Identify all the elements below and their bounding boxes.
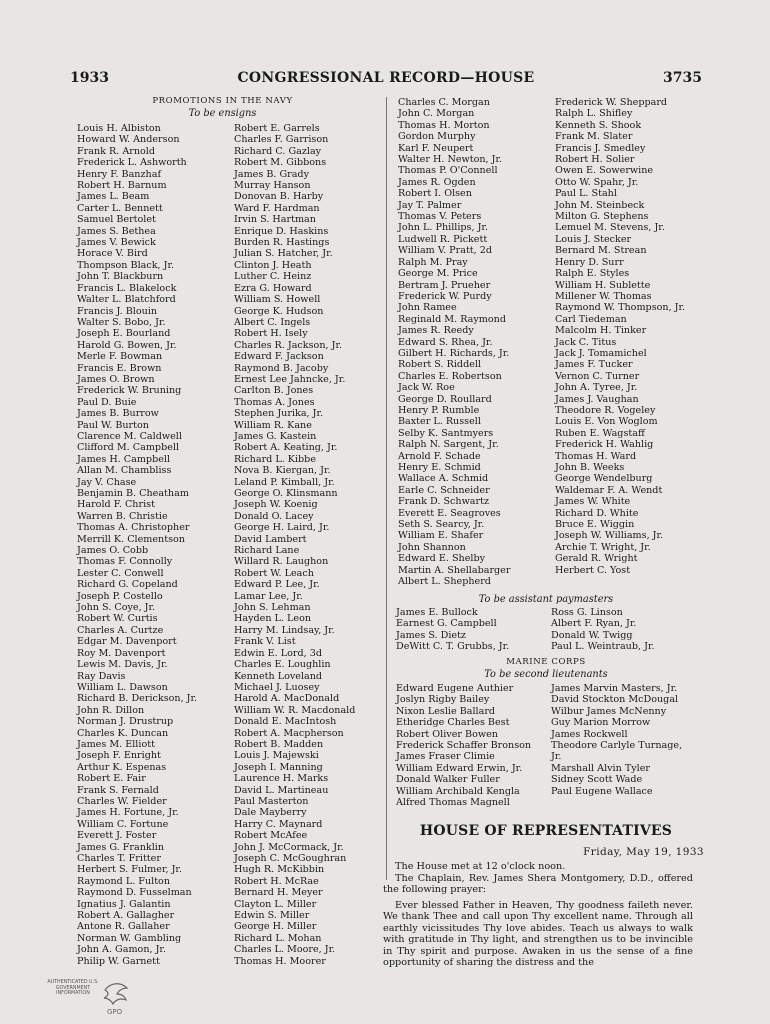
ensign-name: Robert H. Isely [234,328,308,340]
lieutenant-name: Jr. [551,751,562,763]
ensign-name: Ignatius J. Galantin [77,898,171,910]
ensign-name: Harold G. Bowen, Jr. [77,339,177,351]
ensign-name: Robert S. Riddell [398,359,482,371]
ensigns-column-2 [234,123,355,967]
ensign-name: Joseph P. Costello [77,590,163,602]
ensign-name: Francis E. Brown [77,362,162,374]
gpo-authentication-stamp [45,980,135,1020]
ensign-name: John J. McCormack, Jr. [234,841,344,853]
ensign-name: Walter H. Newton, Jr. [398,154,503,166]
ensign-name: Henry F. Banzhaf [77,168,161,180]
ensign-name: Robert McAfee [234,830,308,842]
ensign-name: Charles T. Fritter [77,853,161,864]
ensign-name: Carter L. Bennett [77,202,163,214]
ensign-name: Albert L. Shepherd [398,576,491,588]
ensign-name: Edwin E. Lord, 3d [234,647,322,659]
paymaster-name: Ross G. Linson [551,607,623,618]
paymaster-name: Albert F. Ryan, Jr. [551,618,637,630]
ensign-name: Arthur K. Espenas [77,761,167,773]
ensign-name: George D. Roullard [398,393,492,405]
ensign-name: Norman J. Drustrup [77,716,174,728]
ensign-name: John T. Blackburn [77,271,164,283]
paymasters-column-2 [551,607,655,653]
ensign-name: Edward E. Shelby [398,553,486,565]
lieutenant-name: Frederick Schaffer Bronson [396,740,532,752]
ensign-name: Martin A. Shellabarger [398,564,511,576]
ensign-name: Richard L. Mohan [234,932,322,944]
ensign-name: James G. Franklin [77,841,165,853]
ensign-name: Lamar Lee, Jr. [234,590,303,602]
ensign-name: Everett E. Seagroves [398,507,501,519]
ensign-name: Selby K. Santmyers [398,427,494,439]
ensign-name: Bernard M. Strean [555,245,647,257]
ensign-name: Robert I. Olsen [398,188,472,200]
ensign-name: Irvin S. Hartman [234,214,316,226]
ensign-name: Roy M. Davenport [77,647,166,659]
ensign-name: Julian S. Hatcher, Jr. [234,248,333,260]
ensign-name: Joseph E. Bourland [77,328,171,340]
ensign-name: William L. Dawson [77,681,168,693]
ensign-name: William R. Kane [234,419,312,431]
ensign-name: Richard L. Kibbe [234,453,317,465]
house-proceedings [383,861,693,969]
lieutenant-name: James Rockwell [551,728,628,740]
ensign-name: Thomas F. Connolly [77,556,173,568]
ensign-name: John Shannon [398,541,466,553]
ensign-name: Jay V. Chase [77,476,137,488]
ensign-name: Carlton B. Jones [234,385,314,397]
ensign-name: Louis J. Stecker [555,233,632,245]
ensign-name: Lemuel M. Stevens, Jr. [555,222,665,234]
ensign-name: Clarence M. Caldwell [77,430,182,442]
ensign-name: Lewis M. Davis, Jr. [77,659,168,671]
ensign-name: Benjamin B. Cheatham [77,488,189,499]
ensign-name: Ward F. Hardman [234,202,320,214]
ensign-name: Frederick W. Purdy [398,290,492,302]
lieutenant-name: Joslyn Rigby Bailey [396,694,490,706]
ensign-name: John S. Lehman [234,602,311,614]
house-title: HOUSE OF REPRESENTATIVES [419,823,673,839]
ensign-name: William H. Sublette [555,279,651,291]
lieutenant-name: Sidney Scott Wade [551,774,643,786]
ensign-name: John R. Dillon [77,704,145,716]
ensign-name: Earle C. Schneider [398,484,490,496]
ensign-name: Harry C. Maynard [234,818,323,830]
chaplain-paragraph: The Chaplain, Rev. James Shera Montgomery, D.D., offered the following prayer: [383,872,693,895]
lieutenant-name: Marshall Alvin Tyler [551,762,651,774]
column-divider [386,97,387,880]
ensign-name: Robert W. Leach [234,567,314,579]
ensign-name: John Ramee [398,302,457,314]
ensign-name: Robert B. Madden [234,738,324,750]
ensign-name: Edgar M. Davenport [77,636,177,648]
lieutenant-name: Donald Walker Fuller [396,774,500,786]
ensign-name: Clinton J. Heath [234,259,312,271]
lieutenant-name: David Stockton McDougal [551,694,679,706]
ensign-name: Robert A. Gallagher [77,910,175,922]
ensign-name: Kenneth S. Shook [555,119,642,131]
ensign-name: Raymond B. Jacoby [234,362,329,374]
ensign-name: James J. Vaughan [555,393,639,405]
ensign-name: Owen E. Sowerwine [555,165,654,177]
ensign-name: Dale Mayberry [234,807,307,819]
navy-section-title: PROMOTIONS IN THE NAVY [152,96,293,106]
ensign-name: George H. Laird, Jr. [234,522,330,534]
paymaster-name: Paul L. Weintraub, Jr. [551,641,655,653]
lieutenant-name: Etheridge Charles Best [396,717,510,729]
ensign-name: Luther C. Heinz [234,271,312,283]
ensign-name: Ludwell R. Pickett [398,233,488,245]
ensign-name: Samuel Bertolet [77,214,156,226]
ensign-name: Thomas A. Christopher [77,522,190,534]
ensign-name: Carl Tiedeman [555,313,627,325]
ensign-name: Frank D. Schwartz [398,496,490,508]
ensign-name: Richard C. Gazlay [234,145,322,157]
ensign-name: Edward F. Jackson [234,351,324,363]
ensign-name: Willard R. Laughon [234,556,329,568]
ensign-name: William W. R. Macdonald [234,704,356,716]
ensign-name: Theodore R. Vogeley [555,404,656,416]
ensign-name: James G. Kastein [234,430,317,442]
ensign-name: James H. Campbell [77,453,171,465]
ensign-name: Jay T. Palmer [398,199,462,211]
ensign-name: Ralph E. Styles [555,268,630,280]
ensign-name: James V. Bewick [77,237,156,249]
ensign-name: William E. Shafer [398,530,484,542]
ensign-name: Joseph I. Manning [234,761,323,773]
ensign-name: Charles E. Loughlin [234,659,331,671]
ensign-name: Howard W. Anderson [77,134,180,146]
ensign-name: Vernon C. Turner [555,370,640,382]
ensign-name: Thomas V. Peters [398,211,482,223]
ensign-name: James L. Beam [77,191,150,203]
stamp-text: AUTHENTICATED U.S. GOVERNMENT INFORMATION [47,980,99,997]
ensign-name: Bruce E. Wiggin [555,519,635,531]
ensign-name: Thomas H. Ward [555,450,637,462]
ensign-name: Robert A. Keating, Jr. [234,442,338,454]
lieutenant-name: William Archibald Kengla [396,785,520,797]
ensign-name: Paul L. Stahl [555,188,617,200]
ensign-name: Ernest Lee Jahncke, Jr. [234,373,346,385]
ensign-name: Milton G. Stephens [555,211,649,223]
ensign-name: William V. Pratt, 2d [398,245,492,257]
ensign-name: John A. Tyree, Jr. [555,382,638,394]
ensign-name: Bernard H. Meyer [234,887,323,899]
ensign-name: Frederick W. Sheppard [555,97,668,108]
session-date: Friday, May 19, 1933 [583,846,704,858]
marine-section-title: MARINE CORPS [506,657,586,667]
ensign-name: Richard B. Derickson, Jr. [77,693,198,705]
ensign-name: Frank M. Slater [555,131,633,143]
ensign-name: Norman W. Gambling [77,932,182,944]
ensign-name: Gilbert H. Richards, Jr. [398,347,510,359]
ensign-name: James R. Reedy [398,325,474,337]
page-header [70,70,702,92]
paymaster-name: Earnest G. Campbell [396,618,497,630]
lieutenant-name: William Edward Erwin, Jr. [396,762,523,774]
paymasters-title: To be assistant paymasters [478,594,614,605]
ensign-name: Walter L. Blatchford [77,294,176,306]
lieutenant-name: Wilbur James McNenny [551,705,667,717]
ensign-name: Frederick H. Wahlig [555,439,654,451]
ensign-name: Allan M. Chambliss [77,465,172,477]
ensign-name: Clifford M. Campbell [77,442,180,454]
ensign-name: Merle F. Bowman [77,351,163,363]
marine-column-2 [551,683,682,797]
ensign-name: Enrique D. Haskins [234,225,329,237]
ensign-name: Laurence H. Marks [234,773,329,785]
ensigns-column-4 [555,97,685,576]
ensign-name: Edward P. Lee, Jr. [234,579,320,591]
ensign-name: George H. Miller [234,921,317,933]
ensign-name: Charles E. Robertson [398,370,502,382]
ensign-name: Joseph W. Koenig [234,499,318,511]
ensign-name: Ray Davis [77,670,126,682]
ensign-name: James S. Bethea [77,225,156,237]
ensign-name: Gordon Murphy [398,131,476,143]
stamp-logo: GPO [107,1008,123,1016]
paymaster-name: Donald W. Twigg [551,629,633,641]
ensign-name: Lester C. Conwell [77,567,164,579]
ensign-name: Herbert C. Yost [555,564,631,576]
ensign-name: Paul W. Burton [77,419,149,431]
ensign-name: Richard G. Copeland [77,579,178,591]
ensign-name: Charles K. Duncan [77,727,169,739]
ensign-name: Robert H. McRae [234,875,319,887]
ensigns-column-3 [398,97,510,587]
ensign-name: Horace V. Bird [77,248,148,260]
ensign-name: Murray Hanson [234,180,311,192]
lieutenant-name: Alfred Thomas Magnell [396,797,510,809]
ensign-name: Frank S. Fernald [77,784,159,796]
header-year: 1933 [70,70,109,86]
ensign-name: James W. White [555,496,631,508]
ensign-name: Richard D. White [555,507,639,519]
ensign-name: John C. Morgan [398,108,475,120]
meeting-paragraph: The House met at 12 o'clock noon. [395,861,566,872]
ensign-name: William C. Fortune [77,818,169,830]
ensign-name: Nova B. Kiergan, Jr. [234,465,331,477]
ensign-name: James O. Brown [77,373,155,385]
ensign-name: Joseph C. McGoughran [234,853,347,864]
ensign-name: Charles F. Garrison [234,134,329,146]
ensign-name: George K. Hudson [234,305,324,317]
lieutenants-title: To be second lieutenants [484,669,608,680]
ensign-name: Raymond W. Thompson, Jr. [555,302,686,314]
ensign-name: Paul D. Buie [77,396,137,408]
ensign-name: Robert W. Curtis [77,613,158,625]
ensign-name: Charles A. Curtze [77,624,164,636]
lieutenant-name: Guy Marion Morrow [551,717,651,729]
ensign-name: Louis H. Albiston [77,123,161,134]
ensign-name: Charles R. Jackson, Jr. [234,339,343,351]
ensign-name: James O. Cobb [77,545,149,557]
marine-column-1 [396,683,531,808]
paymaster-name: DeWitt C. T. Grubbs, Jr. [396,641,510,653]
ensign-name: Everett J. Foster [77,830,157,842]
ensign-name: Millener W. Thomas [555,290,652,302]
ensign-name: Robert A. Macpherson [234,727,344,739]
ensign-name: Robert E. Fair [77,773,146,785]
ensign-name: Robert M. Gibbons [234,157,327,169]
ensign-name: Louis J. Majewski [234,750,319,762]
lieutenant-name: James Fraser Climie [396,751,495,763]
ensign-name: Otto W. Spahr, Jr. [555,176,639,188]
ensign-name: Frederick W. Bruning [77,385,182,397]
paymasters-column-1 [396,607,509,653]
ensign-name: Warren B. Christie [77,510,168,522]
ensign-name: James B. Grady [234,168,309,180]
lieutenant-name: Paul Eugene Wallace [551,785,653,797]
ensign-name: Ezra G. Howard [234,282,312,294]
ensigns-column-1 [77,123,197,967]
ensign-name: James H. Fortune, Jr. [77,807,179,819]
header-page-number: 3735 [663,70,702,86]
ensign-name: John B. Weeks [555,462,625,473]
lieutenant-name: Robert Oliver Bowen [396,728,498,740]
ensign-name: John S. Coye, Jr. [77,602,156,614]
lieutenant-name: Nixon Leslie Ballard [396,705,496,717]
ensign-name: John A. Gamon, Jr. [77,944,167,956]
ensign-name: David L. Martineau [234,784,329,796]
ensign-name: Francis L. Blakelock [77,282,177,294]
ensign-name: William S. Howell [234,294,321,306]
ensign-name: Joseph F. Enright [77,750,161,762]
ensign-name: James F. Tucker [555,359,633,371]
ensign-name: David Lambert [234,533,307,545]
ensign-name: James M. Elliott [77,738,155,750]
ensign-name: Paul Masterton [234,795,309,807]
ensign-name: Robert H. Barnum [77,180,167,192]
ensign-name: Burden R. Hastings [234,237,330,249]
ensign-name: Merrill K. Clementson [77,533,185,545]
ensign-name: Waldemar F. A. Wendt [555,484,663,496]
ensign-name: Henry E. Schmid [398,462,481,473]
ensign-name: Francis J. Smedley [555,142,646,154]
ensign-name: Thompson Black, Jr. [77,259,175,271]
paymaster-name: James E. Bullock [396,607,478,618]
ensign-name: Ralph L. Shifley [555,108,633,120]
ensign-name: Harry M. Lindsay, Jr. [234,624,335,636]
ensign-name: George M. Price [398,268,478,280]
ensign-name: Frederick L. Ashworth [77,157,187,169]
ensign-name: Jack J. Tomamichel [555,347,647,359]
ensign-name: Kenneth Loveland [234,670,323,682]
ensign-name: Charles C. Morgan [398,97,490,108]
ensign-name: Charles L. Moore, Jr. [234,944,336,956]
ensign-name: Ralph M. Pray [398,256,468,268]
ensign-name: Donovan B. Harby [234,191,324,203]
ensign-name: Frank R. Arnold [77,145,156,157]
gpo-eagle-icon [101,980,131,1016]
lieutenant-name: James Marvin Masters, Jr. [551,683,678,694]
ensign-name: Raymond L. Fulton [77,875,171,887]
ensign-name: George O. Klinsmann [234,488,338,499]
ensign-name: Edward S. Rhea, Jr. [398,336,493,348]
ensign-name: Jack C. Titus [555,336,617,348]
ensign-name: Baxter L. Russell [398,416,481,428]
ensign-name: Harold F. Christ [77,499,155,511]
ensign-name: James R. Ogden [398,176,476,188]
ensign-name: Raymond D. Fusselman [77,887,192,899]
ensign-name: Robert E. Garrels [234,123,320,134]
ensign-name: Joseph W. Williams, Jr. [555,530,664,542]
ensign-name: Bertram J. Prueher [398,279,491,291]
ensign-name: George Wendelburg [555,473,653,485]
ensign-name: Stephen Jurika, Jr. [234,408,324,420]
ensign-name: Albert C. Ingels [234,316,311,328]
ensign-name: Richard Lane [234,545,300,557]
ensign-name: Clayton L. Miller [234,898,317,910]
ensign-name: Charles W. Fielder [77,795,167,807]
ensign-name: Donald E. MacIntosh [234,716,337,728]
ensign-name: John L. Phillips, Jr. [398,222,488,234]
ensign-name: Thomas A. Jones [234,396,315,408]
ensign-name: Ralph N. Sargent, Jr. [398,439,499,451]
ensign-name: Karl F. Neupert [398,142,474,154]
ensign-name: James B. Burrow [77,408,159,420]
ensign-name: Donald O. Lacey [234,510,314,522]
ensign-name: Frank V. List [234,636,296,648]
ensigns-title: To be ensigns [188,108,257,119]
ensign-name: Thomas H. Morton [398,119,490,131]
ensign-name: Leland P. Kimball, Jr. [234,476,335,488]
ensign-name: Henry D. Surr [555,256,624,268]
ensign-name: Hugh R. McKibbin [234,864,325,876]
ensign-name: Robert H. Solier [555,154,635,166]
ensign-name: Malcolm H. Tinker [555,325,647,337]
ensign-name: Hayden L. Leon [234,613,312,625]
ensign-name: Arnold F. Schade [398,450,481,462]
ensign-name: Wallace A. Schmid [398,473,489,485]
paymaster-name: James S. Dietz [396,629,466,641]
ensign-name: Louis E. Von Woglom [555,416,658,428]
ensign-name: Francis J. Blouin [77,305,158,317]
ensign-name: Thomas P. O'Connell [398,165,498,177]
prayer-paragraph: Ever blessed Father in Heaven, Thy goodness faileth never. We thank Thee and call upon Thy excellent name. Through all earthly vicissitudes Thy love abides. Teach us always to walk with gratitude in Thy light, and strengthen us to be invincible in Thy spirit and purpose. Awaken in us the sense of a fine opportunity of sharing the distress and the [383,899,693,968]
ensign-name: Herbert S. Fulmer, Jr. [77,864,183,876]
lieutenant-name: Theodore Carlyle Turnage, [551,740,683,752]
ensign-name: Gerald R. Wright [555,553,638,565]
ensign-name: Jack W. Roe [398,382,455,394]
ensign-name: Thomas H. Moorer [234,955,326,967]
ensign-name: Philip W. Garnett [77,955,160,967]
ensign-name: Reginald M. Raymond [398,313,506,325]
ensign-name: Harold A. MacDonald [234,693,340,705]
ensign-name: Michael J. Luosey [234,681,320,693]
header-title: CONGRESSIONAL RECORD—HOUSE [237,70,535,86]
ensign-name: Seth S. Searcy, Jr. [398,519,485,531]
ensign-name: Henry P. Rumble [398,404,480,416]
ensign-name: Antone R. Gallaher [77,921,170,933]
ensign-name: Archie T. Wright, Jr. [555,541,651,553]
ensign-name: John M. Steinbeck [555,199,645,211]
ensign-name: Ruben E. Wagstaff [555,427,645,439]
ensign-name: Edwin S. Miller [234,910,310,922]
lieutenant-name: Edward Eugene Authier [396,683,514,694]
ensign-name: Walter S. Bobo, Jr. [77,316,166,328]
